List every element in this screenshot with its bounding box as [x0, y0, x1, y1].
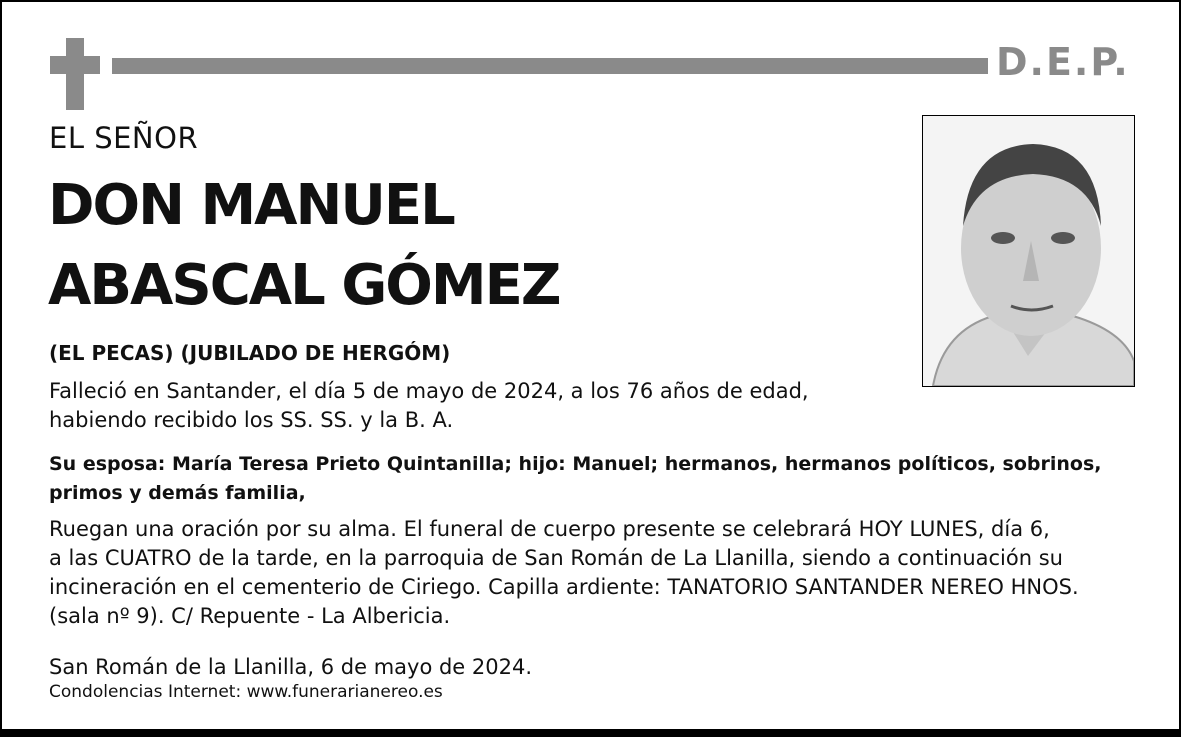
death-details [49, 377, 809, 435]
funeral-line: incineración en el cementerio de Ciriego. Capilla ardiente: TANATORIO SANTANDER NEREO HNOS. [49, 575, 1079, 599]
death-line: habiendo recibido los SS. SS. y la B. A. [49, 408, 454, 432]
deceased-name-line-1: DON MANUEL [48, 173, 454, 238]
header-rule [112, 58, 988, 74]
portrait-illustration [923, 116, 1134, 386]
funeral-details [49, 515, 1079, 631]
nickname: (EL PECAS) (JUBILADO DE HERGÓM) [49, 341, 451, 365]
family-list [49, 450, 1101, 508]
portrait-photo [922, 115, 1135, 387]
funeral-line: Ruegan una oración por su alma. El funeral de cuerpo presente se celebrará HOY LUNES, día 6, [49, 517, 1050, 541]
family-line: primos y demás familia, [49, 482, 306, 504]
funeral-line: (sala nº 9). C/ Repuente - La Albericia. [49, 604, 451, 628]
family-line: Su esposa: María Teresa Prieto Quintanilla; hijo: Manuel; hermanos, hermanos políticos, sobrinos, [49, 453, 1102, 475]
condolences-link: Condolencias Internet: www.funerarianereo.es [49, 682, 443, 702]
cross-vertical-bar [66, 38, 84, 110]
funeral-line: a las CUATRO de la tarde, en la parroquia de San Román de La Llanilla, siendo a continuación su [49, 546, 1063, 570]
deceased-name-line-2: ABASCAL GÓMEZ [48, 253, 560, 318]
cross-horizontal-bar [50, 56, 100, 74]
death-line: Falleció en Santander, el día 5 de mayo de 2024, a los 76 años de edad, [49, 379, 809, 403]
place-date: San Román de la Llanilla, 6 de mayo de 2024. [49, 655, 533, 679]
honorific-title: EL SEÑOR [49, 121, 199, 155]
rip-mark: D.E.P. [996, 40, 1130, 84]
